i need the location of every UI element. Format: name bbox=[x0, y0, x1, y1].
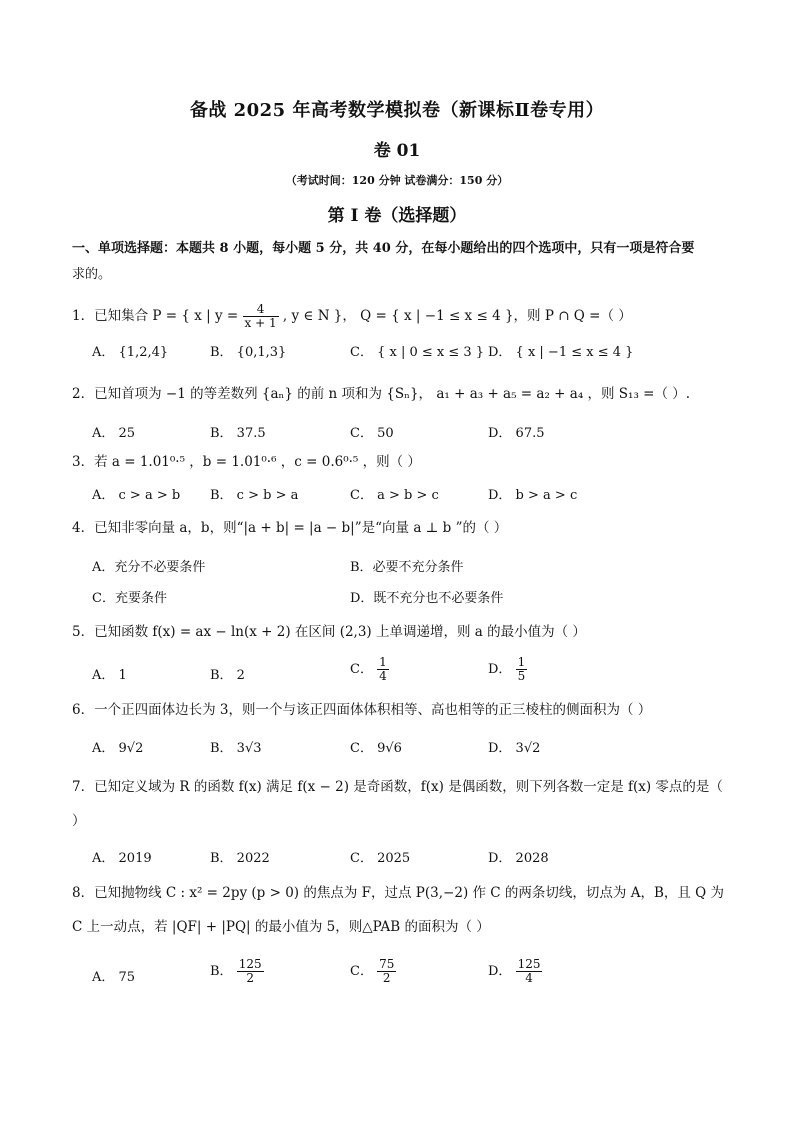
question-4-options-row1 bbox=[92, 556, 732, 578]
part-title: 第 I 卷（选择题） bbox=[327, 206, 467, 226]
question-1-pre: 1．已知集合 P = { x | y = bbox=[72, 308, 243, 324]
fraction-numerator: 1 bbox=[379, 655, 387, 669]
option-d-label: D． bbox=[488, 964, 512, 979]
option-a[interactable]: A． c > a > b bbox=[92, 488, 181, 503]
fraction-denominator: 2 bbox=[382, 971, 391, 985]
question-7-options bbox=[92, 847, 732, 869]
option-b[interactable]: B． 2 bbox=[210, 668, 245, 683]
option-a[interactable]: A． {1,2,4} bbox=[92, 345, 169, 360]
option-c[interactable]: C． a > b > c bbox=[350, 488, 439, 503]
question-7: 7．已知定义域为 R 的函数 f(x) 满足 f(x − 2) 是奇函数，f(x) 是偶函数，则下列各数一定是 f(x) 零点的是（ ） bbox=[72, 779, 723, 829]
fraction-denominator: 4 bbox=[525, 971, 533, 985]
question-1 bbox=[72, 303, 732, 330]
fraction-numerator: 125 bbox=[238, 957, 262, 971]
fraction-denominator: 5 bbox=[517, 669, 526, 683]
question-1-post: , y ∈ N }， Q = { x | −1 ≤ x ≤ 4 }，则 P ∩ Q =（ ） bbox=[282, 308, 632, 324]
question-5-options bbox=[92, 655, 732, 684]
option-b[interactable]: B． c > b > a bbox=[210, 488, 299, 503]
option-b-fraction bbox=[237, 958, 264, 985]
question-4-options-row2 bbox=[92, 587, 732, 609]
option-b[interactable]: B． 37.5 bbox=[210, 426, 266, 441]
fraction-numerator: 4 bbox=[243, 303, 279, 317]
option-c[interactable]: C． { x | 0 ≤ x ≤ 3 } bbox=[350, 345, 485, 360]
question-3-options bbox=[92, 484, 732, 506]
question-1-options bbox=[92, 341, 732, 363]
section-instructions-line2: 求的。 bbox=[72, 267, 112, 282]
option-d[interactable]: D． { x | −1 ≤ x ≤ 4 } bbox=[488, 345, 634, 360]
option-d[interactable]: D． 3√2 bbox=[488, 741, 541, 756]
option-d[interactable] bbox=[488, 958, 542, 985]
question-4: 4．已知非零向量 a，b，则“|a + b| = |a − b|”是“向量 a ⊥ b ”的（ ） bbox=[72, 520, 508, 536]
question-8-options bbox=[92, 957, 732, 986]
option-b[interactable]: B．必要不充分条件 bbox=[350, 560, 464, 575]
option-c-fraction bbox=[377, 958, 396, 985]
option-a[interactable]: A． 2019 bbox=[92, 851, 152, 866]
option-d-fraction bbox=[516, 656, 528, 683]
option-b[interactable] bbox=[210, 958, 264, 985]
section-instructions-line1: 一、单项选择题：本题共 8 小题，每小题 5 分，共 40 分，在每小题给出的四个选项中，只有一项是符合要 bbox=[72, 241, 695, 256]
fraction-numerator: 125 bbox=[517, 957, 541, 971]
option-a[interactable]: A． 9√2 bbox=[92, 741, 144, 756]
fraction-denominator: 4 bbox=[379, 669, 387, 683]
option-a[interactable]: A． 75 bbox=[92, 970, 136, 985]
exam-title: 备战 2025 年高考数学模拟卷（新课标Ⅱ卷专用） bbox=[189, 100, 605, 121]
option-b[interactable]: B． 3√3 bbox=[210, 741, 262, 756]
question-5: 5．已知函数 f(x) = ax − ln(x + 2) 在区间 (2,3) 上单调递增，则 a 的最小值为（ ） bbox=[72, 624, 586, 640]
option-d-label: D． bbox=[488, 662, 512, 677]
option-d[interactable]: D． b > a > c bbox=[488, 488, 578, 503]
question-1-fraction bbox=[243, 303, 279, 330]
option-c-label: C． bbox=[350, 964, 373, 979]
option-c[interactable] bbox=[350, 656, 389, 683]
question-6-options bbox=[92, 737, 732, 759]
exam-subtitle: 卷 01 bbox=[373, 141, 421, 161]
fraction-denominator: x + 1 bbox=[244, 316, 277, 330]
question-3: 3．若 a = 1.01⁰·⁵ ，b = 1.01⁰·⁶ ，c = 0.6⁰·⁵ ，则（ ） bbox=[72, 454, 421, 470]
option-c[interactable]: C． 50 bbox=[350, 426, 394, 441]
fraction-denominator: 2 bbox=[246, 971, 254, 985]
option-a[interactable]: A．充分不必要条件 bbox=[92, 560, 206, 575]
option-c[interactable]: C． 2025 bbox=[350, 851, 411, 866]
question-8: 8．已知抛物线 C : x² = 2py (p > 0) 的焦点为 F，过点 P(3,−2) 作 C 的两条切线，切点为 A，B，且 Q 为 C 上一动点，若 |QF| + |PQ| 的最小值为 5，则△PAB 的面积为（ ） bbox=[72, 885, 725, 935]
question-2-options bbox=[92, 422, 732, 444]
option-d[interactable]: D． 2028 bbox=[488, 851, 549, 866]
exam-info: （考试时间：120 分钟 试卷满分：150 分） bbox=[285, 174, 509, 187]
option-d[interactable]: D．既不充分也不必要条件 bbox=[350, 591, 504, 606]
option-c[interactable]: C．充要条件 bbox=[92, 591, 167, 606]
option-c[interactable]: C． 9√6 bbox=[350, 741, 402, 756]
option-c-fraction bbox=[377, 656, 389, 683]
option-d[interactable]: D． 67.5 bbox=[488, 426, 545, 441]
question-6: 6．一个正四面体边长为 3，则一个与该正四面体体积相等、高也相等的正三棱柱的侧面积为（ ） bbox=[72, 702, 652, 718]
option-c[interactable] bbox=[350, 958, 396, 985]
option-a[interactable]: A． 1 bbox=[92, 668, 127, 683]
option-b[interactable]: B． {0,1,3} bbox=[210, 345, 287, 360]
question-2: 2．已知首项为 −1 的等差数列 {aₙ} 的前 n 项和为 {Sₙ}， a₁ + a₃ + a₅ = a₂ + a₄ ，则 S₁₃ =（ ）. bbox=[72, 386, 691, 402]
option-c-label: C． bbox=[350, 662, 373, 677]
option-b[interactable]: B． 2022 bbox=[210, 851, 270, 866]
option-b-label: B． bbox=[210, 964, 233, 979]
option-d-fraction bbox=[516, 958, 543, 985]
fraction-numerator: 75 bbox=[379, 957, 395, 971]
fraction-numerator: 1 bbox=[517, 655, 526, 669]
option-a[interactable]: A． 25 bbox=[92, 426, 136, 441]
option-d[interactable] bbox=[488, 656, 527, 683]
